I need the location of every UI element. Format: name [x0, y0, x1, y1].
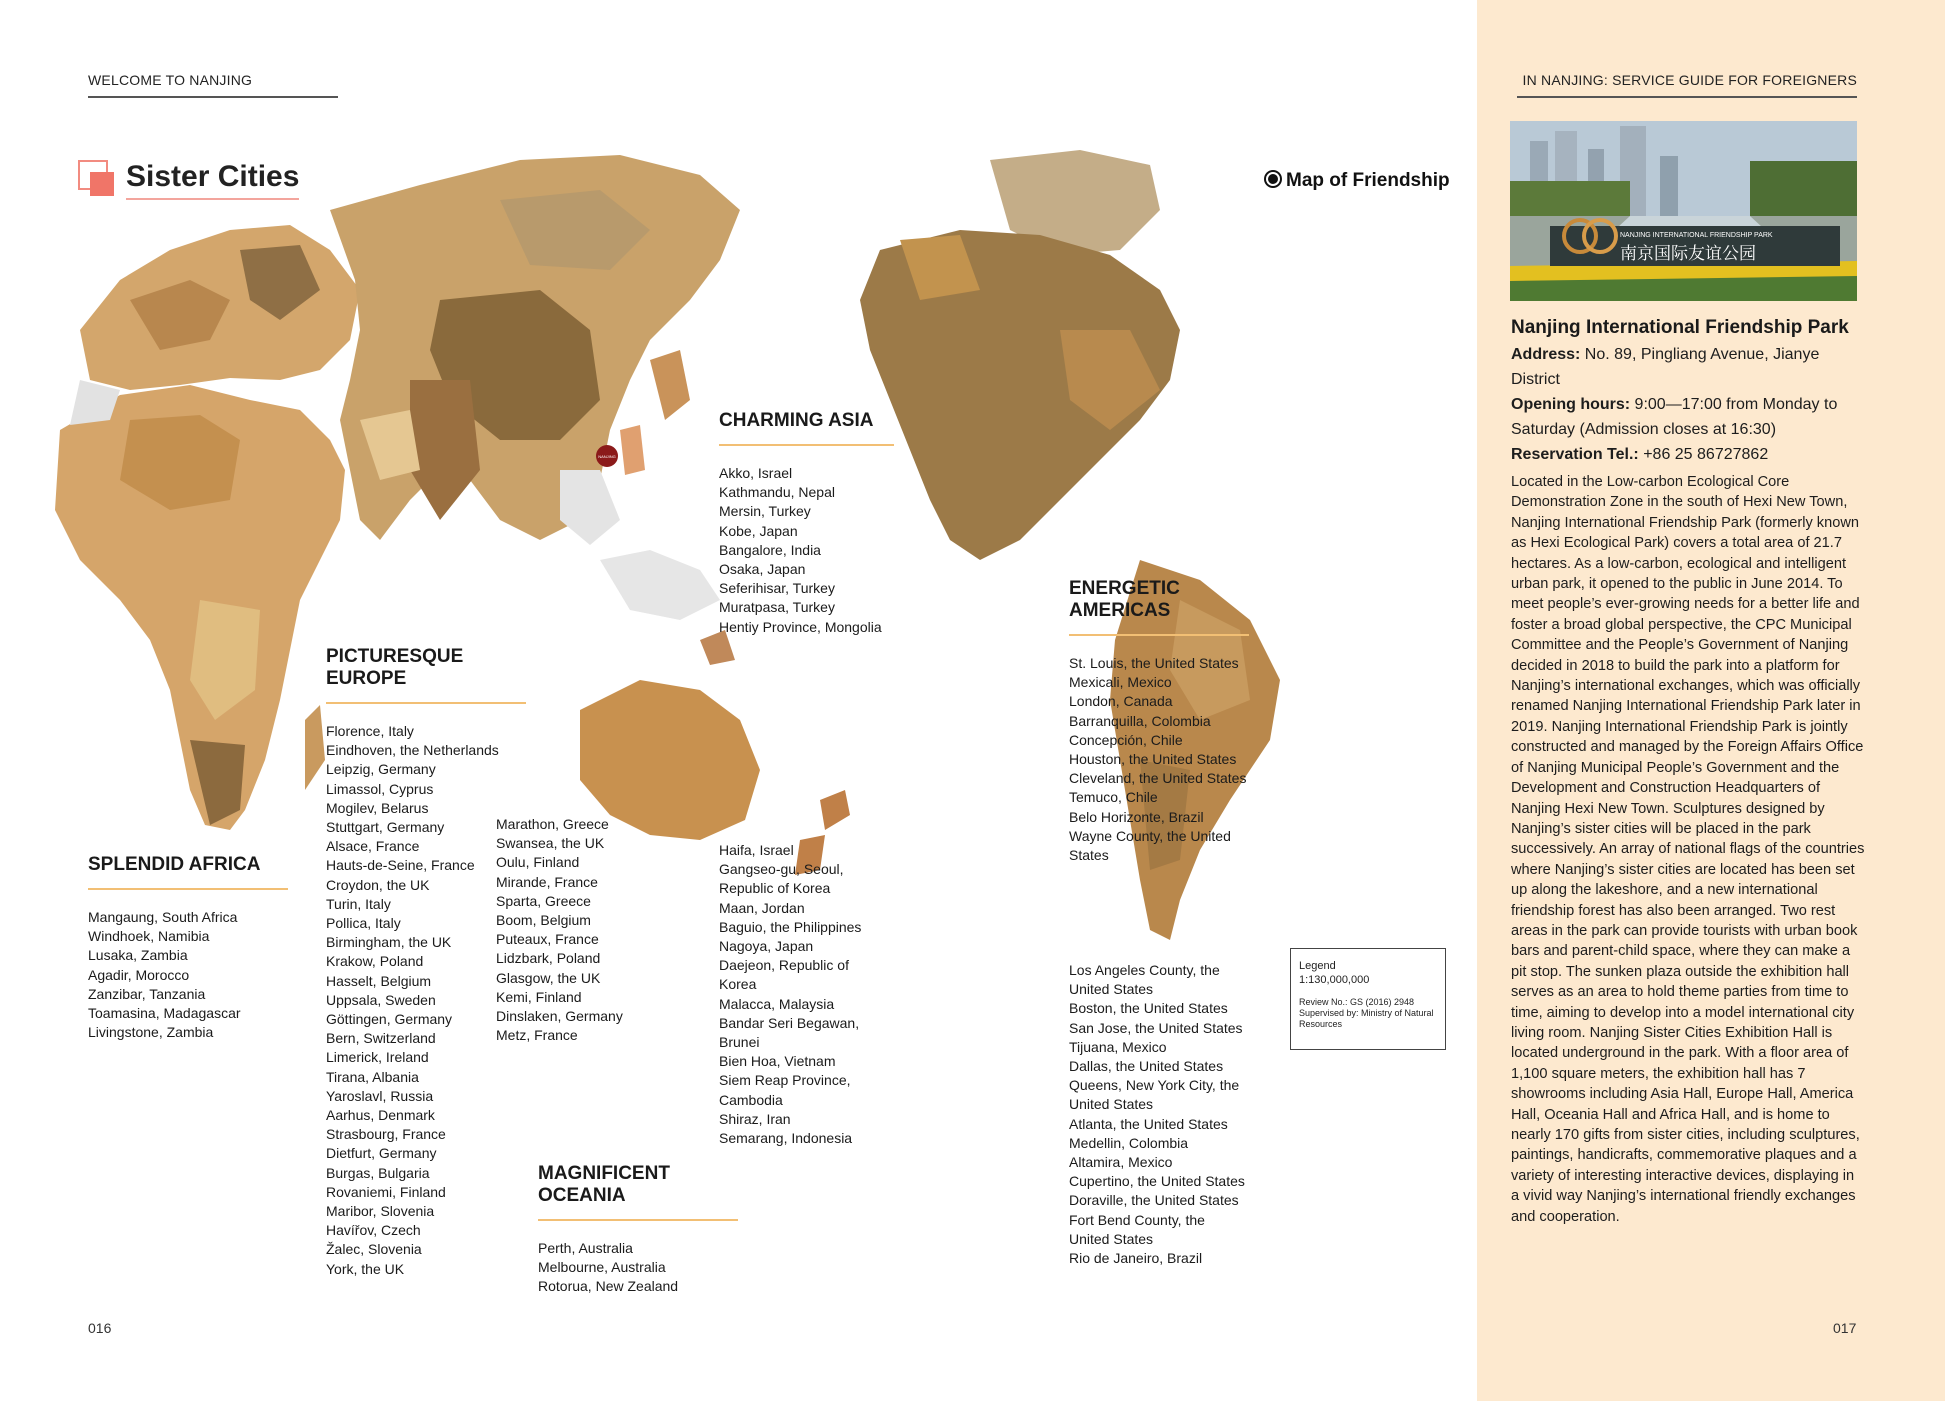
city-item: Bandar Seri Begawan, [719, 1014, 860, 1031]
city-item: Tijuana, Mexico [1069, 1038, 1167, 1055]
legend-scale: 1:130,000,000 [1299, 974, 1370, 986]
city-item: Cambodia [719, 1091, 783, 1108]
city-item: Aarhus, Denmark [326, 1107, 435, 1124]
city-item: Krakow, Poland [326, 953, 424, 970]
title-square-filled [90, 172, 114, 196]
city-item: Kemi, Finland [496, 988, 582, 1005]
park-description: Located in the Low-carbon Ecological Core Demonstration Zone in the south of Hexi New Town, Nanjing International Friendship Park (formerly known as Hexi Ecological Park) covers a total area of 21.7 hectares. As a low-carbon, ecological and intelligent urban park, it opened to the public in June 2014. To meet people’s ever-growing needs for a better life and foster a broad global perspective, the CPC Municipal Committee and the People’s Government of Nanjing decided in 2018 to build the park into a platform for Nanjing’s international exchanges, which was officially renamed Nanjing International Friendship Park later in 2019. Nanjing International Friendship Park is jointly constructed and managed by the Foreign Affairs Office of Nanjing Municipal People’s Government and the Development and Construction Headquarters of Nanjing Hexi New Town. Sculptures designed by Nanjing’s sister cities will be placed in the park successively. An array of national flags of the countries where Nanjing’s sister cities are located has been set up along the lakeshore, and a new international friendship forest has also been arranged. Two rest areas in the park can provide tourists with urban book bars and parent-child space, where they can make a pit stop. The sunken plaza outside the exhibition hall serves as an area to hold theme parties from time to time, aiming to develop into a model international city living room. Nanjing Sister Cities Exhibition Hall is located underground in the park. With a floor area of 1,100 square meters, the exhibition hall has 7 showrooms including Asia Hall, Europe Hall, America Hall, Oceania Hall and Africa Hall, and is home to nearly 170 gifts from sister cities, including sculptures, paintings, handicrafts, commemorative plaques and a variety of interesting interactive devices, displaying in a vivid way Nanjing’s international friendly exchanges and cooperation. [1511, 474, 1865, 1225]
city-item: Muratpasa, Turkey [719, 599, 835, 616]
city-item: Mirande, France [496, 873, 598, 890]
city-item: Akko, Israel [719, 465, 793, 481]
tel-value: +86 25 86727862 [1638, 446, 1769, 463]
region-heading-asia: CHARMING ASIA [719, 410, 894, 446]
map-of-friendship-label: Map of Friendship [1268, 170, 1450, 192]
city-item: Havířov, Czech [326, 1222, 421, 1239]
city-item: Swansea, the UK [496, 835, 605, 852]
city-item: United States [1069, 1230, 1154, 1247]
city-item: Turin, Italy [326, 895, 391, 912]
address-value: No. 89, Pingliang Avenue, Jianye District [1511, 346, 1820, 388]
city-item: Mersin, Turkey [719, 503, 811, 520]
city-item: Yaroslavl, Russia [326, 1087, 434, 1104]
legend-supervised: Supervised by: Ministry of Natural Resources [1299, 1008, 1434, 1029]
city-item: Shiraz, Iran [719, 1110, 791, 1127]
city-item: Uppsala, Sweden [326, 991, 436, 1008]
hours-label: Opening hours: [1511, 396, 1631, 413]
target-dot-icon [1268, 174, 1278, 184]
city-item: Toamasina, Madagascar [88, 1005, 241, 1022]
region-heading-oceania: MAGNIFICENT OCEANIA [538, 1163, 738, 1221]
city-item: Cleveland, the United States [1069, 770, 1247, 787]
photo-sign-en: NANJING INTERNATIONAL FRIENDSHIP PARK [1620, 232, 1773, 239]
city-item: Maan, Jordan [719, 899, 805, 916]
city-item: York, the UK [326, 1260, 405, 1277]
city-item: Daejeon, Republic of [719, 957, 849, 974]
city-item: Osaka, Japan [719, 561, 806, 578]
city-item: Rovaniemi, Finland [326, 1183, 446, 1200]
city-item: Metz, France [496, 1027, 578, 1044]
city-item: Stuttgart, Germany [326, 819, 445, 836]
city-item: Florence, Italy [326, 723, 414, 739]
address-label: Address: [1511, 346, 1581, 363]
page-number-right: 017 [1833, 1320, 1857, 1336]
city-item: Glasgow, the UK [496, 969, 601, 986]
city-item: Haifa, Israel [719, 842, 794, 858]
city-list-europe-col2 [496, 815, 623, 1045]
city-item: Houston, the United States [1069, 751, 1237, 768]
city-list-oceania [538, 1239, 738, 1297]
region-oceania [538, 1163, 738, 1297]
city-item: Melbourne, Australia [538, 1259, 666, 1276]
city-item: Strasbourg, France [326, 1126, 446, 1143]
city-item: Medellin, Colombia [1069, 1134, 1189, 1151]
city-item: Gangseo-gu, Seoul, [719, 861, 844, 878]
legend-title: Legend [1299, 960, 1336, 972]
city-item: Birmingham, the UK [326, 934, 452, 951]
left-running-head: WELCOME TO NANJING [88, 72, 338, 98]
city-item: Croydon, the UK [326, 876, 430, 893]
legend-review-no: Review No.: GS (2016) 2948 [1299, 997, 1415, 1007]
city-item: Mogilev, Belarus [326, 799, 429, 816]
region-africa [88, 854, 288, 1042]
city-item: Bangalore, India [719, 541, 821, 558]
city-list-asia-col1 [719, 464, 894, 637]
city-item: Eindhoven, the Netherlands [326, 742, 499, 759]
city-item: Bien Hoa, Vietnam [719, 1053, 836, 1070]
nanjing-marker-label: NANJING [598, 454, 616, 459]
city-item: St. Louis, the United States [1069, 655, 1239, 671]
city-item: Seferihisar, Turkey [719, 580, 835, 597]
city-item: Limerick, Ireland [326, 1049, 429, 1066]
city-item: Baguio, the Philippines [719, 918, 862, 935]
region-asia [719, 410, 894, 637]
tel-label: Reservation Tel.: [1511, 446, 1639, 463]
city-item: Limassol, Cyprus [326, 780, 434, 797]
page-title: Sister Cities [126, 160, 299, 200]
city-item: Korea [719, 976, 757, 993]
city-item: Rio de Janeiro, Brazil [1069, 1250, 1203, 1267]
city-item: Dallas, the United States [1069, 1058, 1224, 1075]
city-item: Siem Reap Province, [719, 1072, 851, 1089]
city-list-asia-col2 [719, 841, 861, 1148]
city-item: Perth, Australia [538, 1240, 633, 1256]
city-item: Dinslaken, Germany [496, 1008, 623, 1025]
city-item: Brunei [719, 1034, 760, 1051]
city-item: Kobe, Japan [719, 522, 798, 539]
city-item: Atlanta, the United States [1069, 1115, 1228, 1132]
region-americas [1069, 578, 1249, 865]
city-item: Oulu, Finland [496, 854, 580, 871]
city-list-africa [88, 908, 288, 1042]
city-item: Hauts-de-Seine, France [326, 857, 475, 874]
city-item: Hasselt, Belgium [326, 972, 432, 989]
city-item: Altamira, Mexico [1069, 1154, 1173, 1171]
city-item: Nagoya, Japan [719, 938, 814, 955]
park-info [1511, 342, 1866, 467]
city-item: Hentiy Province, Mongolia [719, 618, 882, 635]
city-item: Concepción, Chile [1069, 731, 1183, 748]
city-item: Boston, the United States [1069, 1000, 1228, 1017]
city-item: Puteaux, France [496, 931, 599, 948]
city-item: Burgas, Bulgaria [326, 1164, 430, 1181]
region-heading-europe: PICTURESQUE EUROPE [326, 646, 526, 704]
city-item: Zanzibar, Tanzania [88, 985, 206, 1002]
city-item: Los Angeles County, the [1069, 962, 1220, 978]
city-item: United States [1069, 1096, 1154, 1113]
city-item: Livingstone, Zambia [88, 1024, 214, 1041]
city-item: Windhoek, Namibia [88, 928, 210, 945]
city-list-americas-col2 [1069, 961, 1245, 1268]
city-item: States [1069, 847, 1109, 864]
city-item: Lidzbark, Poland [496, 950, 601, 967]
map-legend [1290, 948, 1446, 1050]
city-item: Dietfurt, Germany [326, 1145, 437, 1162]
city-item: Agadir, Morocco [88, 966, 190, 983]
city-item: Boom, Belgium [496, 912, 591, 929]
city-item: Barranquilla, Colombia [1069, 712, 1211, 729]
city-item: Doraville, the United States [1069, 1192, 1239, 1209]
city-item: Alsace, France [326, 838, 420, 855]
city-item: Semarang, Indonesia [719, 1130, 853, 1147]
hours-value: 9:00—17:00 from Monday to Saturday (Admission closes at 16:30) [1511, 396, 1838, 438]
photo-sign-zh: 南京国际友谊公园 [1620, 244, 1756, 264]
city-item: Malacca, Malaysia [719, 995, 835, 1012]
park-name: Nanjing International Friendship Park [1511, 317, 1849, 338]
city-item: Lusaka, Zambia [88, 947, 188, 964]
city-item: Maribor, Slovenia [326, 1203, 435, 1220]
city-list-americas-col1 [1069, 654, 1249, 865]
city-item: San Jose, the United States [1069, 1019, 1243, 1036]
city-item: Marathon, Greece [496, 816, 609, 832]
city-item: Republic of Korea [719, 880, 831, 897]
city-item: Mexicali, Mexico [1069, 674, 1172, 691]
right-running-head: IN NANJING: SERVICE GUIDE FOR FOREIGNERS [1517, 72, 1857, 98]
city-item: London, Canada [1069, 693, 1173, 710]
city-item: Leipzig, Germany [326, 761, 436, 778]
region-heading-africa: SPLENDID AFRICA [88, 854, 288, 890]
page-number-left: 016 [88, 1320, 112, 1336]
city-item: Bern, Switzerland [326, 1030, 436, 1047]
park-photo [1510, 121, 1857, 301]
region-heading-americas: ENERGETIC AMERICAS [1069, 578, 1249, 636]
city-item: Tirana, Albania [326, 1068, 419, 1085]
city-item: Göttingen, Germany [326, 1011, 453, 1028]
city-item: Temuco, Chile [1069, 789, 1158, 806]
city-item: United States [1069, 981, 1154, 998]
city-item: Belo Horizonte, Brazil [1069, 808, 1204, 825]
city-item: Fort Bend County, the [1069, 1211, 1205, 1228]
city-item: Cupertino, the United States [1069, 1173, 1245, 1190]
city-item: Queens, New York City, the [1069, 1077, 1240, 1094]
city-item: Rotorua, New Zealand [538, 1278, 679, 1295]
city-item: Pollica, Italy [326, 915, 401, 932]
city-item: Wayne County, the United [1069, 827, 1231, 844]
city-item: Sparta, Greece [496, 892, 591, 909]
city-item: Mangaung, South Africa [88, 909, 238, 925]
city-item: Kathmandu, Nepal [719, 484, 835, 501]
city-item: Žalec, Slovenia [326, 1241, 422, 1258]
